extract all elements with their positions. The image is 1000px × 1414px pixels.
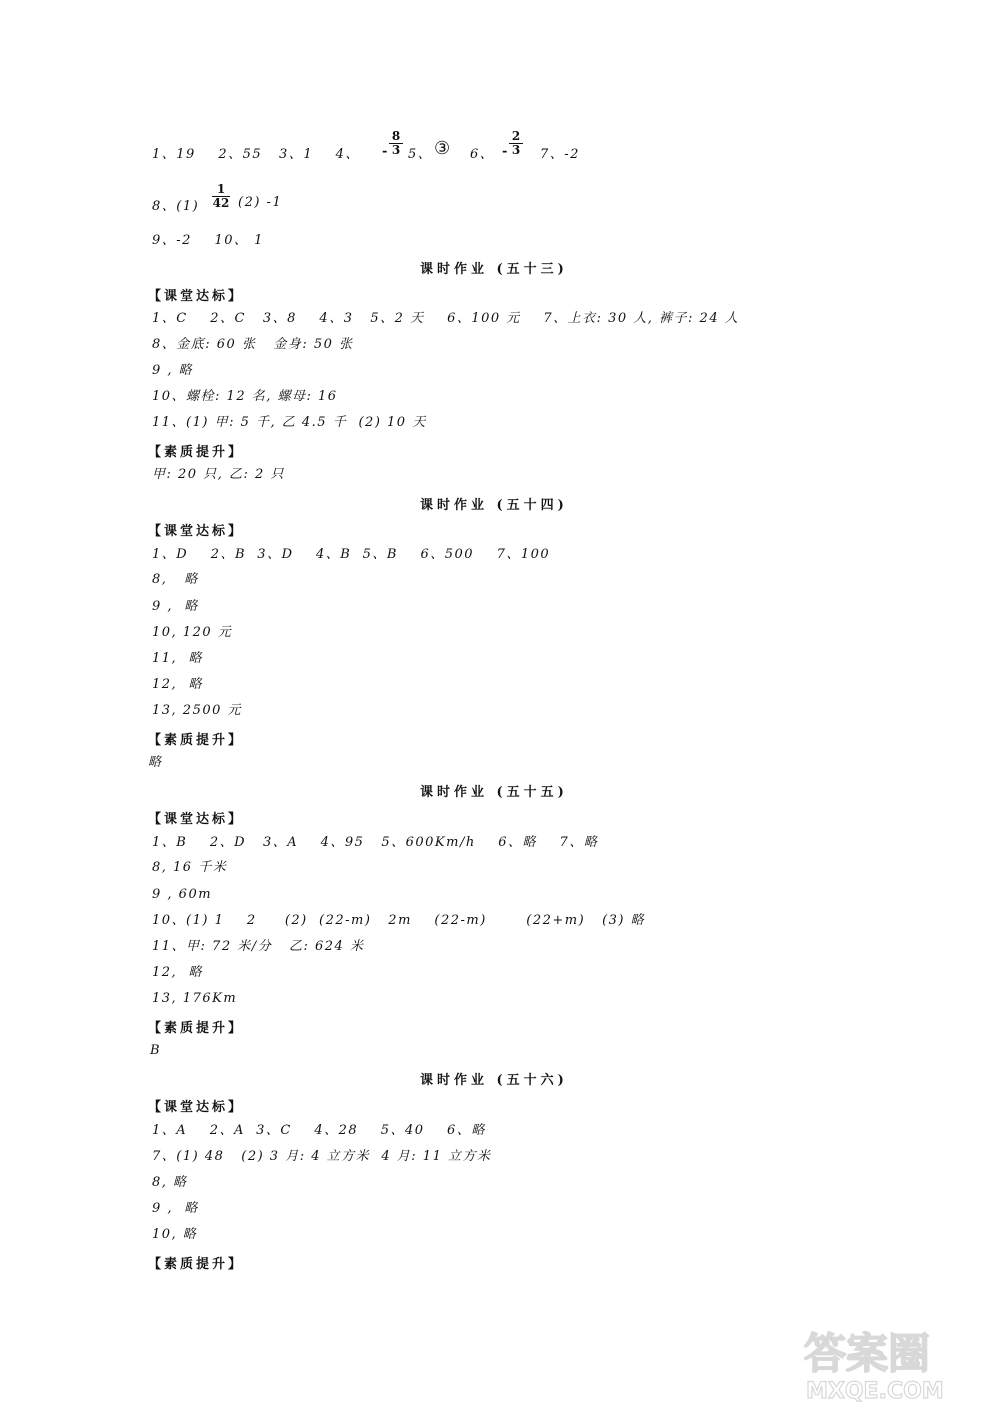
answer-line: 10、螺栓: 12 名, 螺母: 16 [152, 389, 338, 404]
answer-line: 甲: 20 只, 乙: 2 只 [152, 467, 285, 482]
fraction-denominator: 3 [511, 143, 521, 157]
answer-line: 13, 176Km [152, 991, 238, 1006]
section-heading-quality: 【素质提升】 [148, 445, 245, 460]
answer-line: 1、D 2、B 3、D 4、B 5、B 6、500 7、100 [152, 547, 551, 562]
section-heading-quality: 【素质提升】 [148, 733, 245, 748]
answer-line: 9 , 略 [152, 1201, 199, 1216]
answer-line: 9 , 60m [152, 887, 213, 902]
answer-row-3: 9、-2 10、 1 [152, 233, 264, 248]
answer-line: 11、(1) 甲: 5 千, 乙 4.5 千 (2) 10 天 [152, 415, 427, 430]
fraction-denominator: 42 [212, 196, 230, 210]
answer-row-1-part-c: 6、 [470, 147, 495, 162]
answer-line: 8, 略 [152, 1175, 188, 1190]
section-title: 课时作业 (五十五) [420, 785, 568, 800]
fraction-eight-thirds [389, 130, 403, 157]
answer-line: 13, 2500 元 [152, 703, 243, 718]
fraction-numerator: 8 [391, 129, 401, 143]
answer-line: 10、(1) 1 2 (2) (22-m) 2m (22-m) (22+m) (3) 略 [152, 913, 646, 928]
answer-line: 9 , 略 [152, 363, 194, 378]
section-heading-classroom: 【课堂达标】 [148, 812, 245, 827]
answer-line: 8, 16 千米 [152, 860, 228, 875]
answer-line: 11、甲: 72 米/分 乙: 624 米 [152, 939, 365, 954]
answer-line: 1、B 2、D 3、A 4、95 5、600Km/h 6、略 7、略 [152, 835, 599, 850]
answer-line: 9 , 略 [152, 599, 199, 614]
section-heading-quality: 【素质提升】 [148, 1021, 245, 1036]
answer-line: 8、金底: 60 张 金身: 50 张 [152, 337, 354, 352]
answer-line: 7、(1) 48 (2) 3 月: 4 立方米 4 月: 11 立方米 [152, 1149, 492, 1164]
fraction-denominator: 3 [391, 143, 401, 157]
section-title: 课时作业 (五十三) [420, 262, 568, 277]
section-title: 课时作业 (五十四) [420, 498, 568, 513]
answer-line: 10, 120 元 [152, 625, 233, 640]
circled-three: ③ [434, 138, 451, 159]
answer-line: 11, 略 [152, 651, 203, 666]
answer-line: 10, 略 [152, 1227, 198, 1242]
fraction-one-forty-second [212, 183, 230, 210]
watermark-logo [800, 1322, 970, 1402]
section-heading-classroom: 【课堂达标】 [148, 1100, 245, 1115]
answer-row-1-part-d: 7、-2 [540, 147, 580, 162]
answer-line: 12, 略 [152, 965, 203, 980]
section-heading-quality: 【素质提升】 [148, 1257, 245, 1272]
answer-line: 12, 略 [152, 677, 203, 692]
answer-line: 1、C 2、C 3、8 4、3 5、2 天 6、100 元 7、上衣: 30 人, 裤子: 24 人 [152, 311, 740, 326]
answer-line: 略 [148, 755, 163, 770]
minus-sign: - [502, 144, 508, 159]
minus-sign: - [382, 144, 388, 159]
watermark-domain: MXQE.COM [806, 1379, 944, 1402]
fraction-numerator: 2 [511, 129, 521, 143]
section-heading-classroom: 【课堂达标】 [148, 524, 245, 539]
answer-row-1-part-b: 5、 [408, 147, 433, 162]
answer-line: B [150, 1043, 162, 1058]
answer-line: 1、A 2、A 3、C 4、28 5、40 6、略 [152, 1123, 486, 1138]
answer-row-1-part-a: 1、19 2、55 3、1 4、 [152, 147, 360, 162]
section-heading-classroom: 【课堂达标】 [148, 289, 245, 304]
section-title: 课时作业 (五十六) [420, 1073, 568, 1088]
fraction-two-thirds [509, 130, 523, 157]
watermark-text: 答案圈 [804, 1329, 931, 1378]
fraction-numerator: 1 [216, 182, 226, 196]
answer-line: 8, 略 [152, 572, 199, 587]
answer-row-2-part-b: (2) -1 [238, 195, 283, 210]
answer-row-2-part-a: 8、(1) [152, 199, 200, 214]
